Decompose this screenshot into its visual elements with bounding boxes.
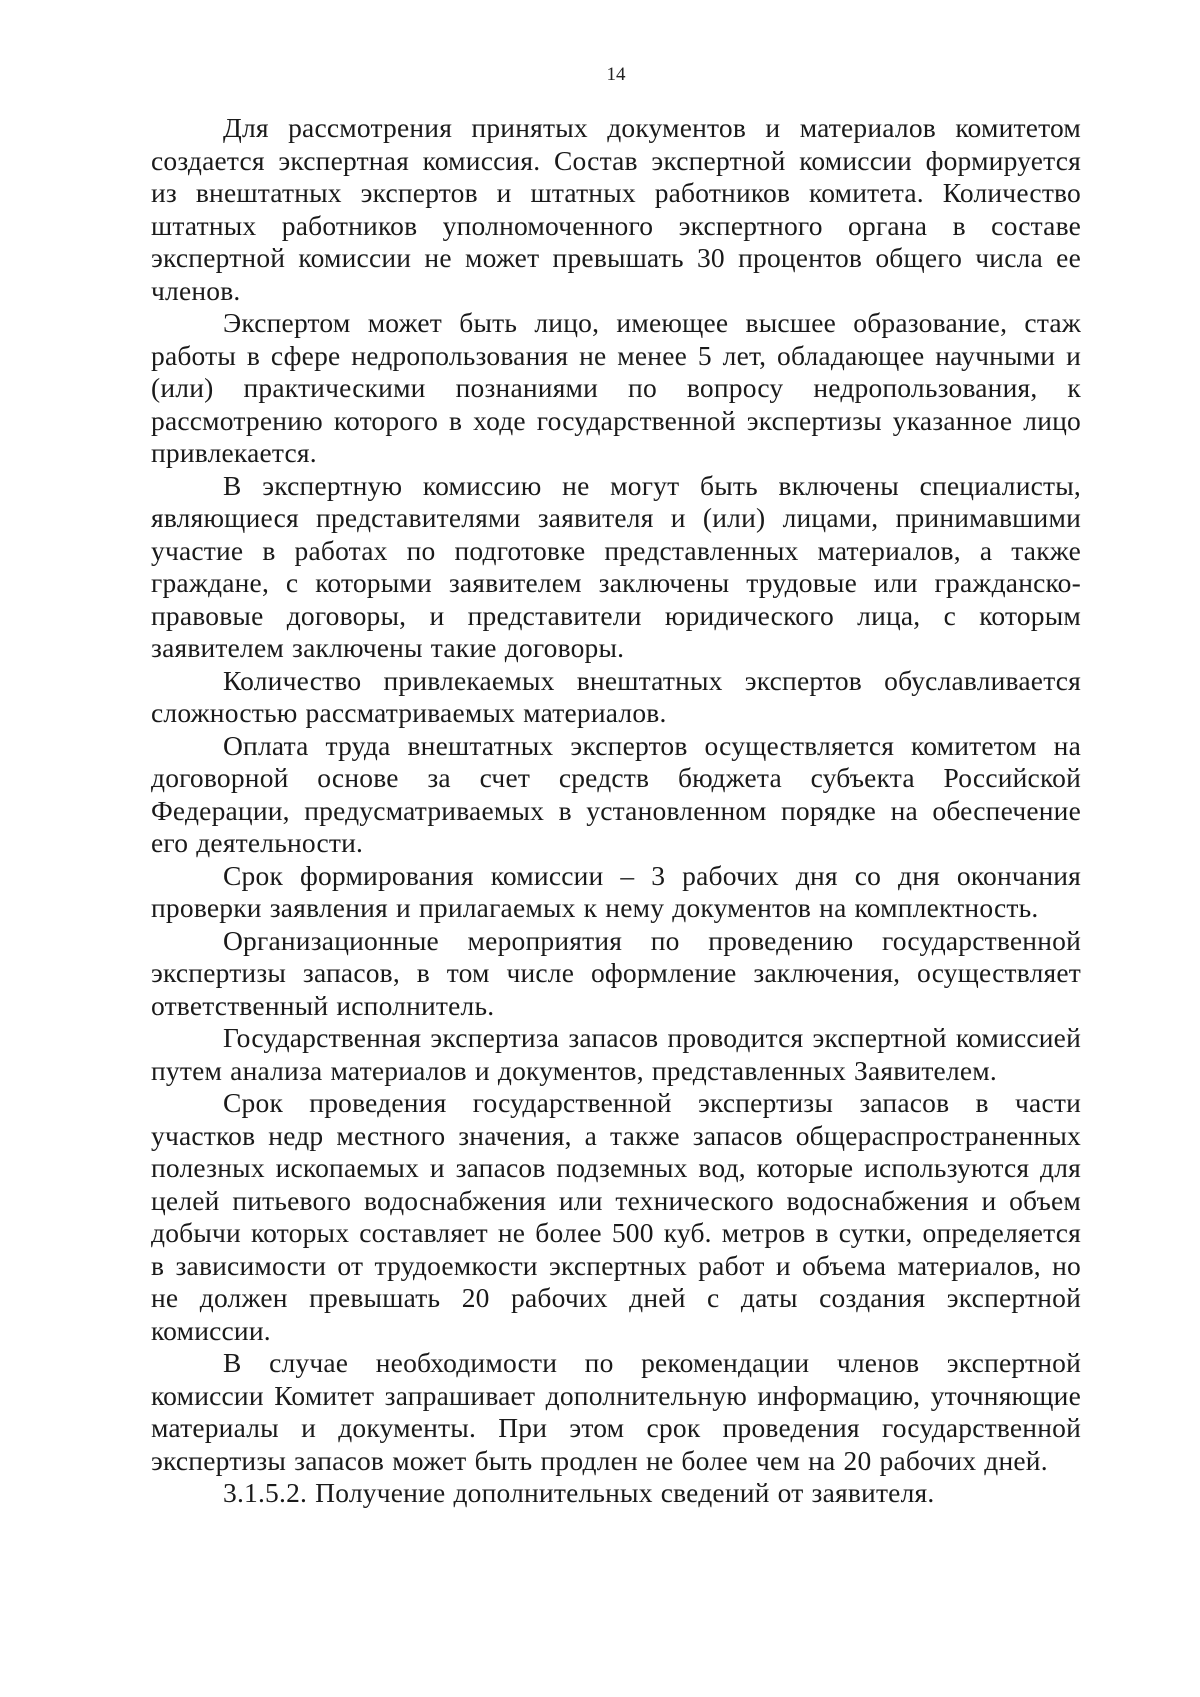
paragraph-additional-info: В случае необходимости по рекомендации членов экспертной комиссии Комитет запрашивает дополнительную информацию, уточняющие материалы и документы. При этом срок проведения государственной экспертизы запасов может быть продлен не более чем на 20 рабочих дней. (151, 1347, 1081, 1476)
paragraph-payment: Оплата труда внештатных экспертов осуществляется комитетом на договорной основе за счет средств бюджета субъекта Российской Федерации, предусматриваемых в установленном порядке на обеспечение его деятельности. (151, 729, 1081, 858)
paragraph-expert-qualification: Экспертом может быть лицо, имеющее высшее образование, стаж работы в сфере недропользования не менее 5 лет, обладающее научными и (или) практическими познаниями по вопросу недропользования, к рассмотрению которого в ходе государственной экспертизы указанное лицо привлекается. (151, 307, 1081, 468)
section-heading-3-1-5-2: 3.1.5.2. Получение дополнительных сведений от заявителя. (223, 1477, 935, 1508)
paragraph-organizational-measures: Организационные мероприятия по проведению государственной экспертизы запасов, в том числе оформление заключения, осуществляет ответственный исполнитель. (151, 924, 1081, 1021)
page-number: 14 (606, 64, 626, 85)
paragraph-number-of-experts: Количество привлекаемых внештатных экспертов обуславливается сложностью рассматриваемых материалов. (151, 664, 1081, 728)
paragraph-expert-commission: Для рассмотрения принятых документов и материалов комитетом создается экспертная комиссия. Состав экспертной комиссии формируется из внештатных экспертов и штатных работников комитета. Количество штатных работников уполномоченного экспертного органа в составе экспертной комиссии не может превышать 30 процентов общего числа ее членов. (151, 112, 1081, 306)
paragraph-expertise-conduct: Государственная экспертиза запасов проводится экспертной комиссией путем анализа материалов и документов, представленных Заявителем. (151, 1022, 1081, 1086)
paragraph-formation-term: Срок формирования комиссии – 3 рабочих дня со дня окончания проверки заявления и прилагаемых к нему документов на комплектность. (151, 859, 1081, 923)
document-body (151, 112, 1081, 1510)
paragraph-expertise-term: Срок проведения государственной экспертизы запасов в части участков недр местного значения, а также запасов общераспространенных полезных ископаемых и запасов подземных вод, которые используются для целей питьевого водоснабжения или технического водоснабжения и объем добычи которых составляет не более 500 куб. метров в сутки, определяется в зависимости от трудоемкости экспертных работ и объема материалов, но не должен превышать 20 рабочих дней с даты создания экспертной комиссии. (151, 1087, 1081, 1346)
paragraph-exclusions: В экспертную комиссию не могут быть включены специалисты, являющиеся представителями заявителя и (или) лицами, принимавшими участие в работах по подготовке представленных материалов, а также граждане, с которыми заявителем заключены трудовые или гражданско-правовые договоры, и представители юридического лица, с которым заявителем заключены такие договоры. (151, 469, 1081, 663)
